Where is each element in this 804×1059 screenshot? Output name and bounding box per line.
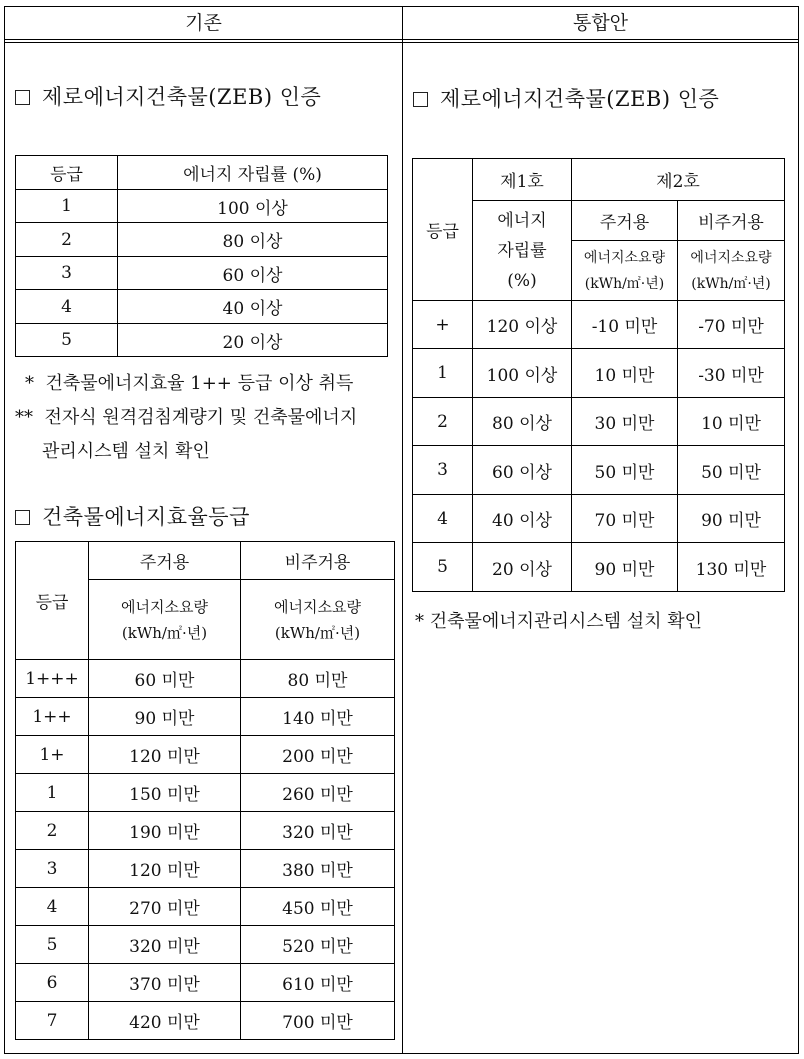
res-cell: 60 미만 bbox=[89, 660, 241, 698]
left-eff-table bbox=[15, 541, 395, 1040]
table-row bbox=[413, 301, 785, 349]
right-note bbox=[415, 607, 702, 633]
note-asterisk: ** bbox=[15, 407, 33, 428]
right-header-res: 주거용 bbox=[572, 201, 678, 241]
nonres-cell: 320 미만 bbox=[241, 812, 395, 850]
header-existing: 기존 bbox=[185, 12, 222, 34]
right-zeb-title-text: 제로에너지건축물(ZEB) 인증 bbox=[440, 87, 720, 111]
res-cell: 320 미만 bbox=[89, 926, 241, 964]
nonres-cell: 260 미만 bbox=[241, 774, 395, 812]
left-eff-sub-nonres bbox=[241, 580, 395, 660]
res-cell: 370 미만 bbox=[89, 964, 241, 1002]
left-zeb-table bbox=[15, 155, 388, 357]
right-zeb-table bbox=[412, 158, 785, 592]
comparison-frame bbox=[4, 6, 799, 1054]
nonres-cell: -70 미만 bbox=[678, 301, 785, 349]
table-row bbox=[16, 812, 395, 850]
nonres-cell: 700 미만 bbox=[241, 1002, 395, 1040]
column-divider bbox=[402, 7, 403, 1053]
nonres-cell: 90 미만 bbox=[678, 495, 785, 543]
grade-cell: 1++ bbox=[16, 698, 89, 736]
left-note-2 bbox=[15, 403, 357, 429]
grade-cell: 1 bbox=[16, 774, 89, 812]
table-row bbox=[413, 349, 785, 398]
grade-cell: 2 bbox=[16, 223, 118, 257]
sub-unit: (kWh/㎡·년) bbox=[121, 623, 208, 642]
sub-label: 에너지소요량 bbox=[690, 249, 772, 266]
grade-cell: 4 bbox=[16, 888, 89, 926]
grade-cell: 3 bbox=[16, 850, 89, 888]
res-cell: 270 미만 bbox=[89, 888, 241, 926]
left-zeb-title-text: 제로에너지건축물(ZEB) 인증 bbox=[42, 85, 322, 109]
res-cell: 120 미만 bbox=[89, 736, 241, 774]
rate-label-1: 에너지 bbox=[497, 210, 547, 231]
grade-cell: 1 bbox=[413, 349, 473, 398]
right-sub-nonres bbox=[678, 241, 785, 301]
left-eff-header-nonres: 비주거용 bbox=[241, 542, 395, 580]
checkbox-square-icon bbox=[413, 92, 428, 107]
note-asterisk: * bbox=[25, 373, 34, 394]
left-eff-header-grade: 등급 bbox=[16, 542, 89, 660]
res-cell: 90 미만 bbox=[89, 698, 241, 736]
grade-cell: 1+++ bbox=[16, 660, 89, 698]
left-zeb-header-grade: 등급 bbox=[16, 156, 118, 190]
table-row bbox=[16, 324, 388, 357]
rate-cell: 100 이상 bbox=[118, 190, 388, 223]
right-sub-res bbox=[572, 241, 678, 301]
nonres-cell: 140 미만 bbox=[241, 698, 395, 736]
nonres-cell: 610 미만 bbox=[241, 964, 395, 1002]
left-zeb-header-rate: 에너지 자립률 (%) bbox=[118, 156, 388, 190]
table-row bbox=[413, 543, 785, 592]
nonres-cell: 380 미만 bbox=[241, 850, 395, 888]
rate-cell: 40 이상 bbox=[118, 290, 388, 324]
left-note-1 bbox=[25, 369, 353, 395]
right-header-no2: 제2호 bbox=[572, 159, 785, 201]
note-text: 건축물에너지관리시스템 설치 확인 bbox=[429, 611, 702, 632]
right-header-nonres: 비주거용 bbox=[678, 201, 785, 241]
rate-cell: 60 이상 bbox=[473, 446, 572, 495]
table-row bbox=[413, 446, 785, 495]
rate-cell: 80 이상 bbox=[473, 398, 572, 446]
rate-cell: 120 이상 bbox=[473, 301, 572, 349]
sub-label: 에너지소요량 bbox=[274, 597, 361, 616]
grade-cell: 5 bbox=[413, 543, 473, 592]
grade-cell: 1 bbox=[16, 190, 118, 223]
grade-cell: 4 bbox=[413, 495, 473, 543]
table-row bbox=[16, 736, 395, 774]
sub-label: 에너지소요량 bbox=[583, 249, 666, 266]
grade-cell: + bbox=[413, 301, 473, 349]
rate-cell: 80 이상 bbox=[118, 223, 388, 257]
right-zeb-title bbox=[413, 83, 719, 113]
note-text: 전자식 원격검침계량기 및 건축물에너지 bbox=[44, 407, 358, 428]
right-header-no1: 제1호 bbox=[473, 159, 572, 201]
res-cell: 120 미만 bbox=[89, 850, 241, 888]
grade-cell: 7 bbox=[16, 1002, 89, 1040]
res-cell: 10 미만 bbox=[572, 349, 678, 398]
grade-cell: 1+ bbox=[16, 736, 89, 774]
res-cell: 50 미만 bbox=[572, 446, 678, 495]
res-cell: 150 미만 bbox=[89, 774, 241, 812]
table-row bbox=[16, 926, 395, 964]
nonres-cell: 80 미만 bbox=[241, 660, 395, 698]
header-integrated: 통합안 bbox=[572, 12, 629, 34]
nonres-cell: 130 미만 bbox=[678, 543, 785, 592]
left-eff-header-res: 주거용 bbox=[89, 542, 241, 580]
grade-cell: 2 bbox=[413, 398, 473, 446]
rate-cell: 20 이상 bbox=[473, 543, 572, 592]
nonres-cell: 50 미만 bbox=[678, 446, 785, 495]
grade-cell: 4 bbox=[16, 290, 118, 324]
left-zeb-title bbox=[15, 81, 321, 111]
table-row bbox=[16, 290, 388, 324]
sub-unit: (kWh/㎡·년) bbox=[691, 275, 771, 292]
grade-cell: 3 bbox=[16, 257, 118, 290]
rate-cell: 20 이상 bbox=[118, 324, 388, 357]
res-cell: 90 미만 bbox=[572, 543, 678, 592]
sub-label: 에너지소요량 bbox=[121, 597, 208, 616]
left-eff-title-text: 건축물에너지효율등급 bbox=[42, 505, 250, 529]
grade-cell: 6 bbox=[16, 964, 89, 1002]
header-rule bbox=[5, 39, 798, 40]
checkbox-square-icon bbox=[15, 510, 30, 525]
rate-cell: 60 이상 bbox=[118, 257, 388, 290]
table-row bbox=[16, 774, 395, 812]
rate-cell: 100 이상 bbox=[473, 349, 572, 398]
table-row bbox=[413, 398, 785, 446]
grade-cell: 5 bbox=[16, 926, 89, 964]
left-eff-title bbox=[15, 501, 250, 531]
sub-unit: (kWh/㎡·년) bbox=[584, 275, 665, 292]
left-eff-sub-res bbox=[89, 580, 241, 660]
table-row bbox=[16, 698, 395, 736]
note-text: 건축물에너지효율 1++ 등급 이상 취득 bbox=[45, 373, 354, 394]
table-row bbox=[16, 964, 395, 1002]
table-row bbox=[16, 257, 388, 290]
table-row bbox=[16, 223, 388, 257]
nonres-cell: 450 미만 bbox=[241, 888, 395, 926]
grade-cell: 3 bbox=[413, 446, 473, 495]
table-row bbox=[413, 495, 785, 543]
res-cell: -10 미만 bbox=[572, 301, 678, 349]
table-row bbox=[16, 660, 395, 698]
grade-cell: 5 bbox=[16, 324, 118, 357]
nonres-cell: 10 미만 bbox=[678, 398, 785, 446]
note-asterisk: * bbox=[415, 611, 424, 632]
table-row bbox=[16, 1002, 395, 1040]
rate-label-3: (%) bbox=[507, 270, 537, 291]
nonres-cell: -30 미만 bbox=[678, 349, 785, 398]
table-row bbox=[16, 190, 388, 223]
nonres-cell: 520 미만 bbox=[241, 926, 395, 964]
right-header-grade: 등급 bbox=[413, 159, 473, 301]
header-rule-double bbox=[5, 42, 798, 43]
right-header-rate bbox=[473, 201, 572, 301]
res-cell: 190 미만 bbox=[89, 812, 241, 850]
res-cell: 420 미만 bbox=[89, 1002, 241, 1040]
res-cell: 70 미만 bbox=[572, 495, 678, 543]
rate-label-2: 자립률 bbox=[497, 240, 547, 261]
checkbox-square-icon bbox=[15, 90, 30, 105]
grade-cell: 2 bbox=[16, 812, 89, 850]
sub-unit: (kWh/㎡·년) bbox=[274, 623, 361, 642]
table-row bbox=[16, 850, 395, 888]
nonres-cell: 200 미만 bbox=[241, 736, 395, 774]
res-cell: 30 미만 bbox=[572, 398, 678, 446]
rate-cell: 40 이상 bbox=[473, 495, 572, 543]
left-note-2-cont: 관리시스템 설치 확인 bbox=[42, 441, 210, 462]
table-row bbox=[16, 888, 395, 926]
